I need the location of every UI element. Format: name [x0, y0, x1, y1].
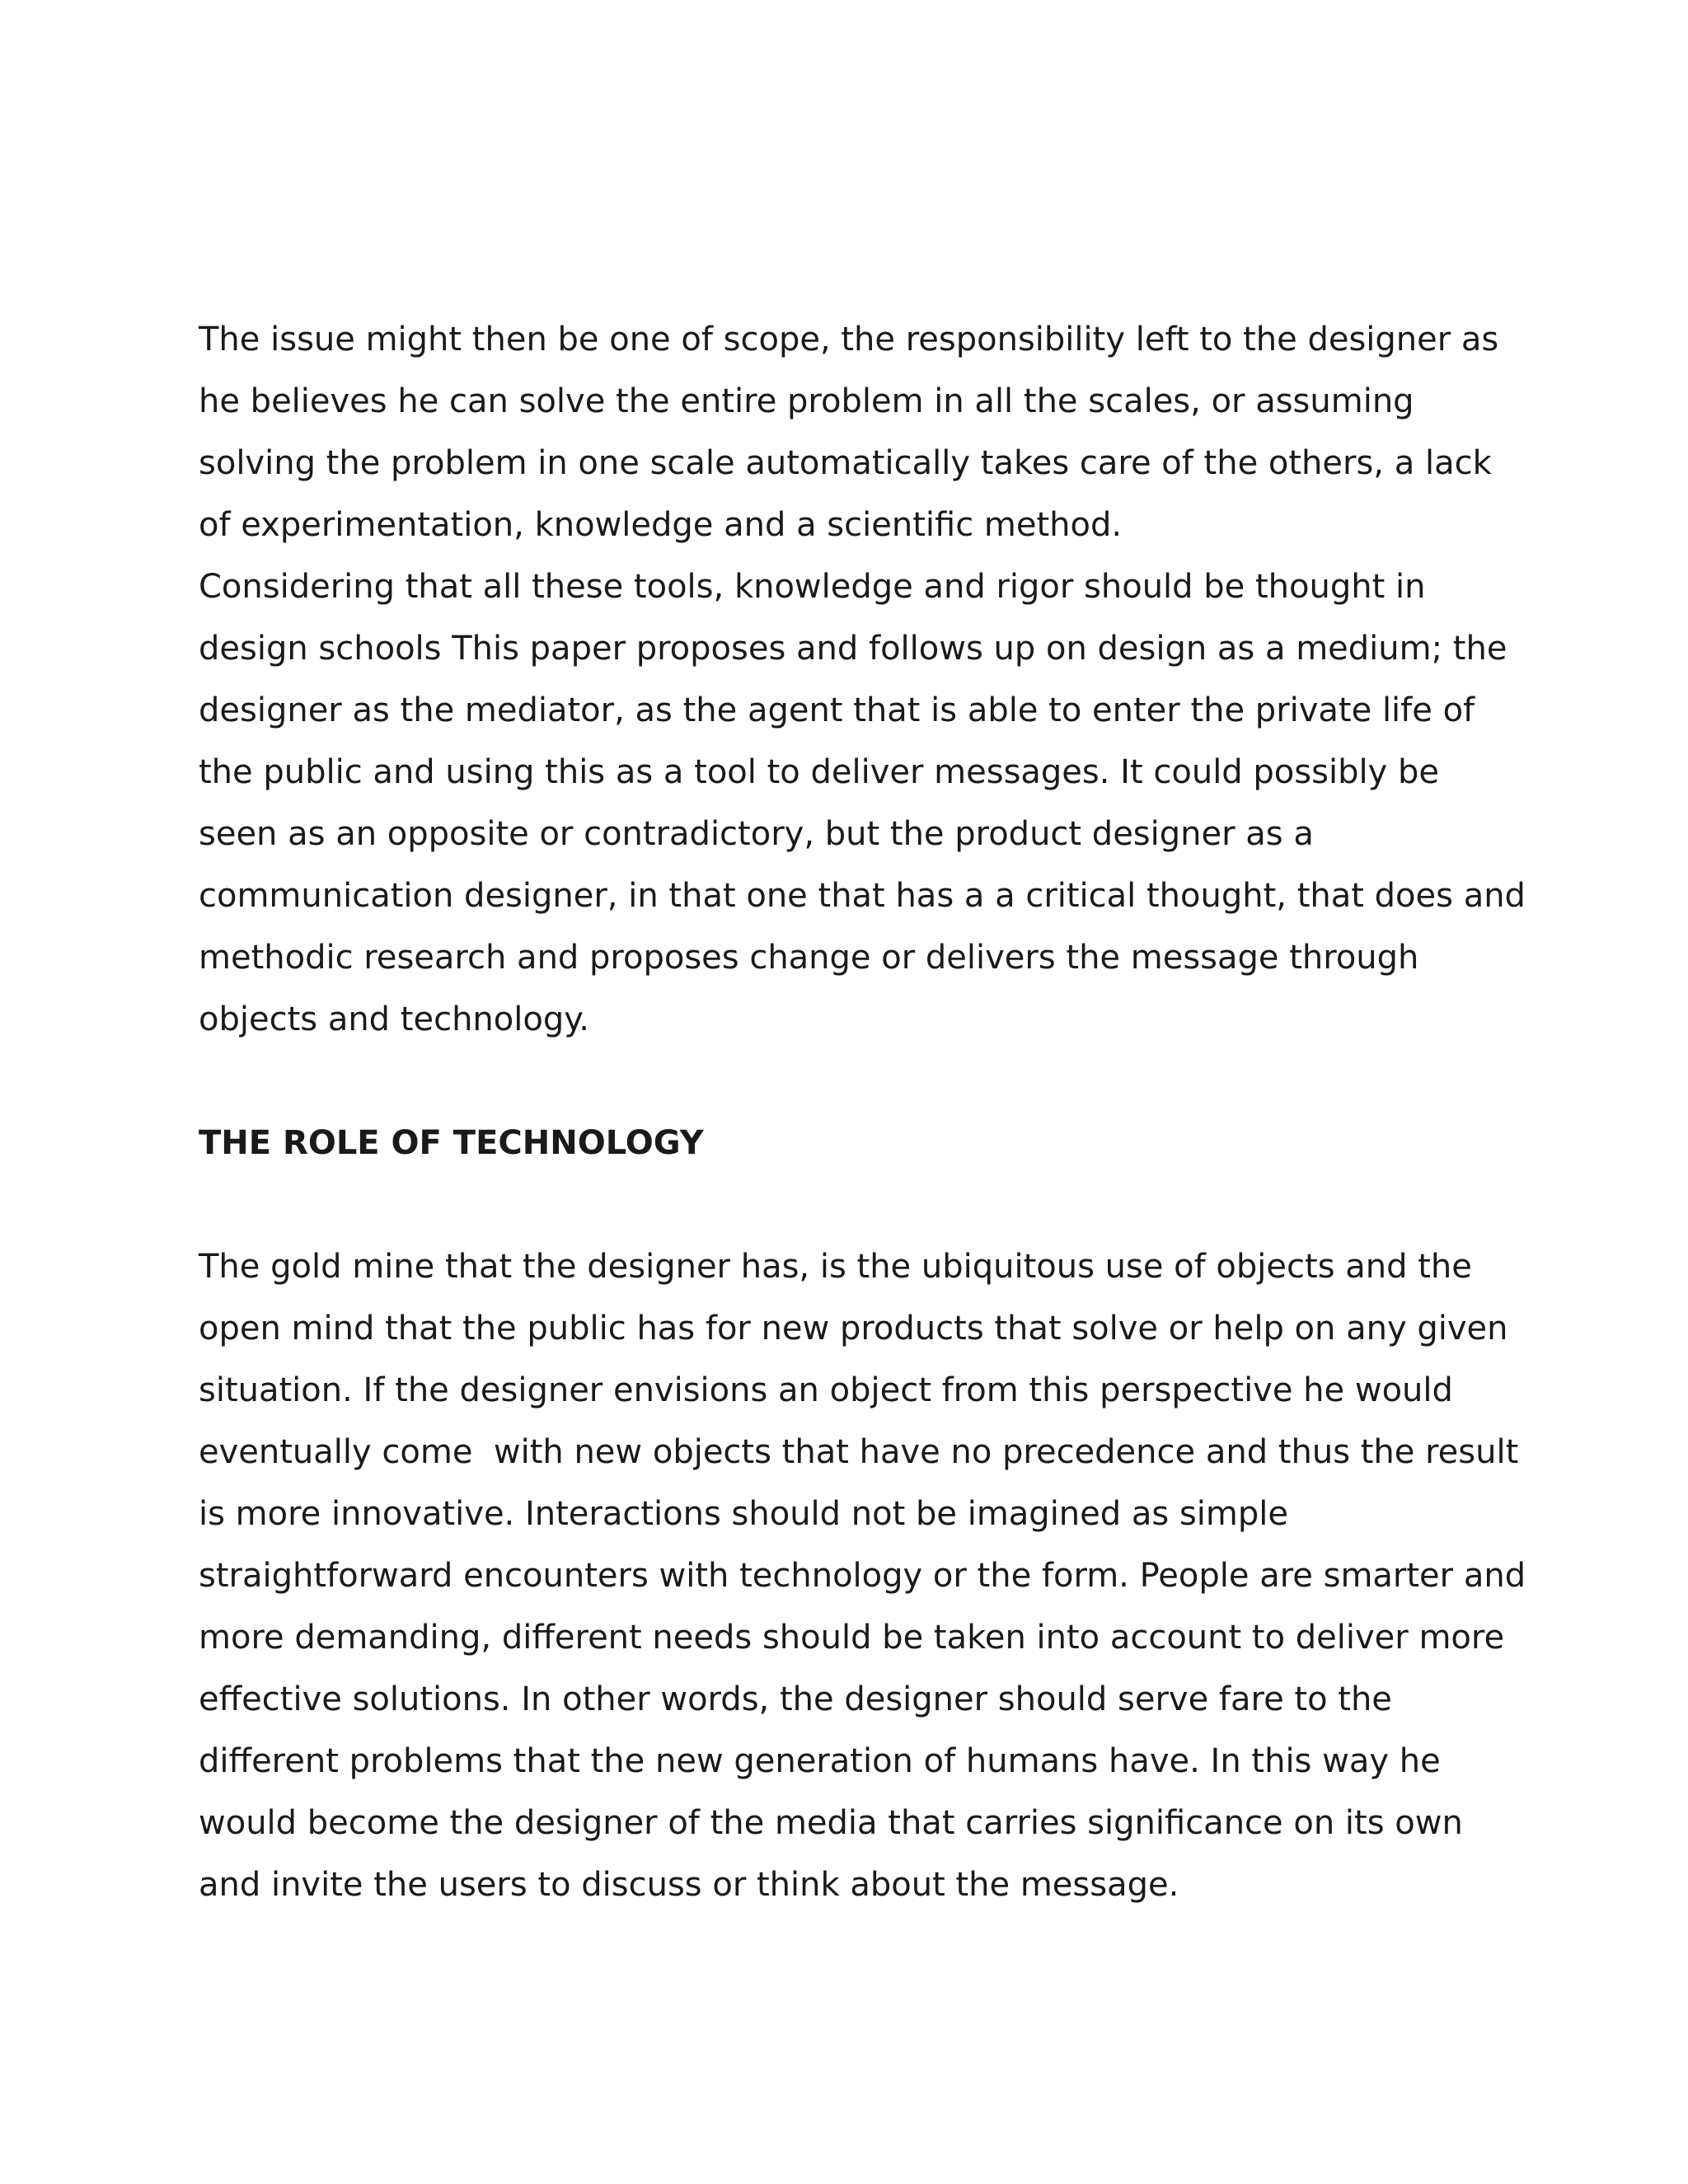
text-line: methodic research and proposes change or delivers the message through — [199, 939, 1419, 977]
text-line: different problems that the new generation of humans have. In this way he — [199, 1742, 1441, 1780]
text-line: seen as an opposite or contradictory, but the product designer as a — [199, 815, 1314, 853]
paragraph-spacer — [199, 1051, 1517, 1113]
section-heading: THE ROLE OF TECHNOLOGY — [199, 1124, 704, 1162]
text-line: designer as the mediator, as the agent that is able to enter the private life of — [199, 691, 1475, 729]
text-line: The gold mine that the designer has, is the ubiquitous use of objects and the — [199, 1248, 1472, 1286]
paragraph-gold-mine — [199, 1236, 1526, 1916]
text-line: effective solutions. In other words, the designer should serve fare to the — [199, 1680, 1392, 1718]
text-line: Considering that all these tools, knowledge and rigor should be thought in — [199, 568, 1426, 606]
text-line: and invite the users to discuss or think about the message. — [199, 1866, 1179, 1904]
text-line: would become the designer of the media that carries significance on its own — [199, 1804, 1463, 1842]
paragraph-spacer — [199, 1174, 1517, 1236]
text-line: of experimentation, knowledge and a scientific method. — [199, 506, 1123, 544]
text-line: open mind that the public has for new products that solve or help on any given — [199, 1310, 1508, 1347]
text-line: design schools This paper proposes and follows up on design as a medium; the — [199, 630, 1507, 668]
text-line: straightforward encounters with technology or the form. People are smarter and — [199, 1557, 1526, 1595]
text-line: the public and using this as a tool to deliver messages. It could possibly be — [199, 753, 1439, 791]
text-line: communication designer, in that one that has a a critical thought, that does and — [199, 877, 1526, 915]
text-line: eventually come with new objects that have no precedence and thus the result — [199, 1433, 1519, 1471]
text-line: he believes he can solve the entire problem in all the scales, or assuming — [199, 382, 1414, 420]
paragraph-scope — [199, 309, 1517, 556]
text-line: more demanding, different needs should be taken into account to deliver more — [199, 1619, 1505, 1657]
text-line: objects and technology. — [199, 1001, 589, 1038]
text-line: is more innovative. Interactions should not be imagined as simple — [199, 1495, 1288, 1533]
text-line: solving the problem in one scale automatically takes care of the others, a lack — [199, 444, 1492, 482]
document-body — [199, 309, 1526, 1916]
text-line: The issue might then be one of scope, the responsibility left to the designer as — [199, 321, 1499, 359]
text-line: situation. If the designer envisions an object from this perspective he would — [199, 1371, 1453, 1409]
paragraph-design-schools — [199, 556, 1526, 1051]
